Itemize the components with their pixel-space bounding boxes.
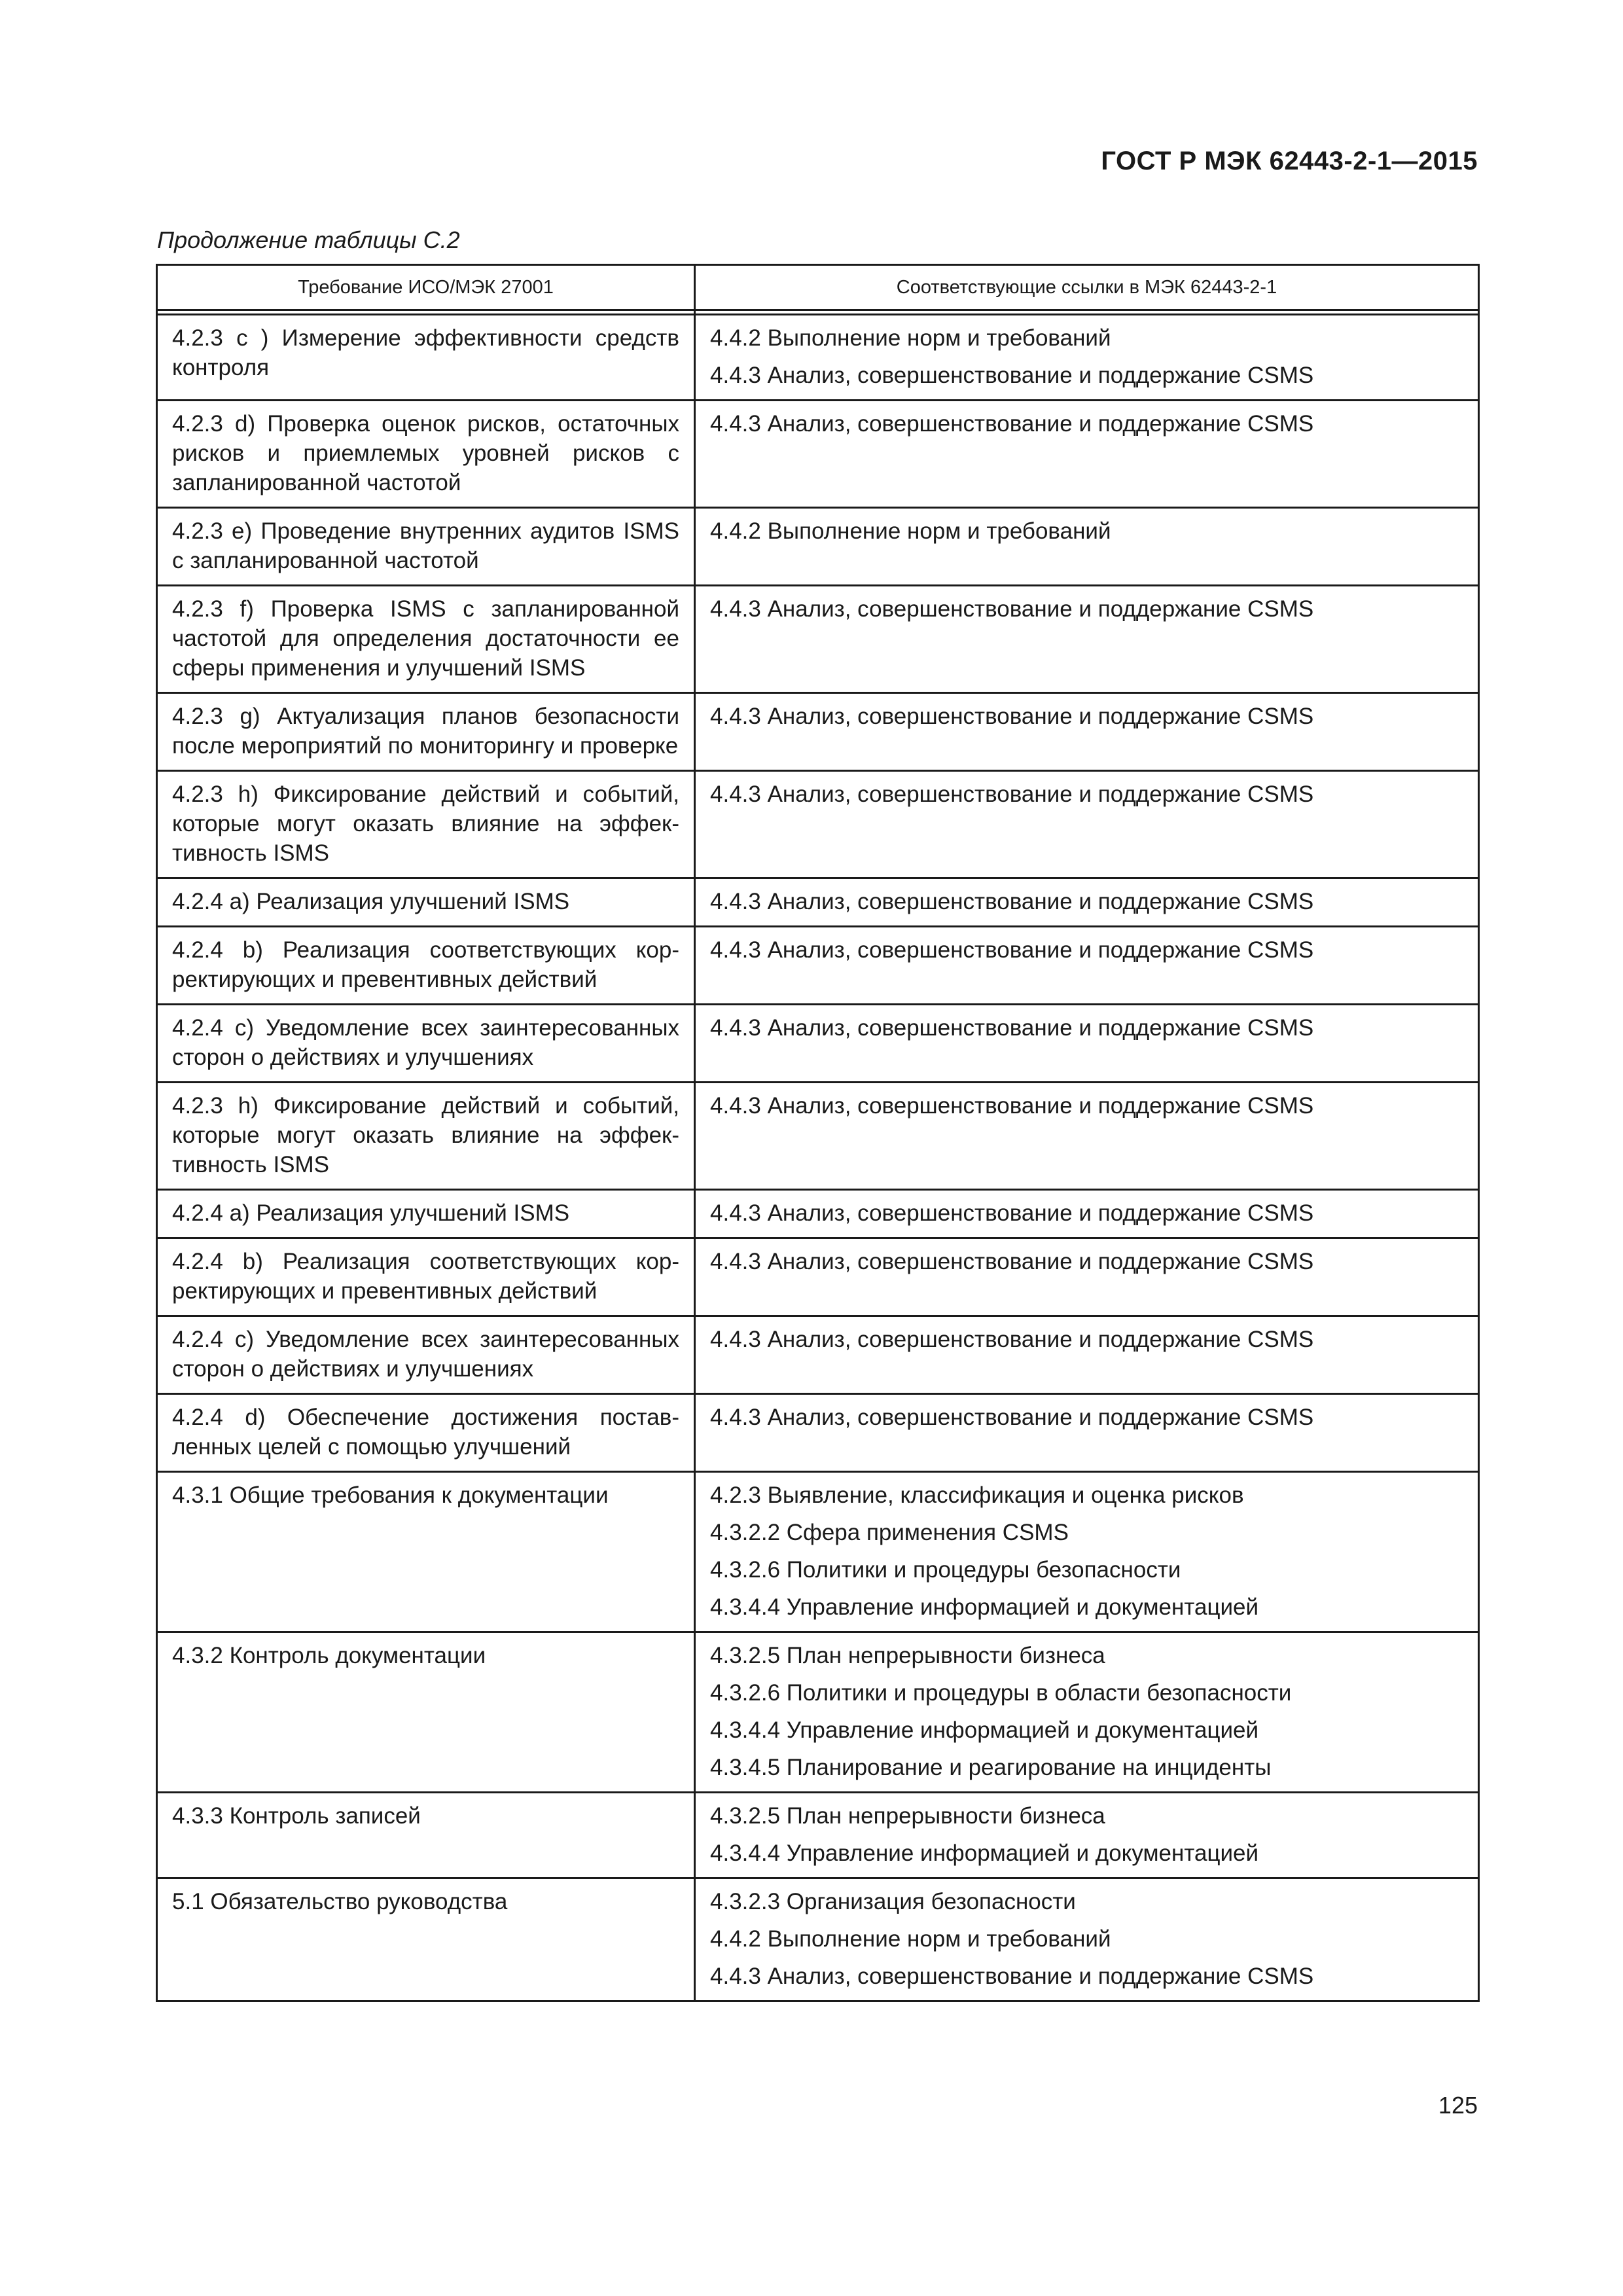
table-row (157, 508, 1479, 586)
iec-reference: 4.4.3 Анализ, совершенствование и поддержание CSMS (710, 1200, 1314, 1226)
table-row (157, 1878, 1479, 2001)
page-number: 125 (1438, 2092, 1478, 2119)
iec-reference: 4.4.3 Анализ, совершенствование и поддержание CSMS (710, 1249, 1314, 1274)
column-header-iec-references: Соответствующие ссылки в МЭК 62443-2-1 (695, 265, 1479, 310)
table-row (157, 1394, 1479, 1472)
iec-reference: 4.4.3 Анализ, совершенствование и поддержание CSMS (710, 1015, 1314, 1041)
iec-reference: 4.3.2.3 Организация безопасности (710, 1889, 1076, 1914)
iec-references-cell (695, 878, 1479, 927)
table-continuation-caption: Продолжение таблицы С.2 (157, 226, 460, 253)
iec-references-cell (695, 315, 1479, 401)
table-row (157, 315, 1479, 401)
iec-references-cell (695, 1394, 1479, 1472)
iso-requirement-cell: 4.2.3 c ) Измерение эффективности средств контроля (157, 315, 695, 401)
iec-reference: 4.4.3 Анализ, совершенствование и поддержание CSMS (710, 1405, 1314, 1430)
iec-reference: 4.4.2 Выполнение норм и требований (710, 1926, 1111, 1952)
document-id: ГОСТ Р МЭК 62443-2-1—2015 (1101, 147, 1478, 175)
iec-reference: 4.4.3 Анализ, совершенствование и поддержание CSMS (710, 1093, 1314, 1119)
iec-references-cell (695, 771, 1479, 878)
table-row (157, 1005, 1479, 1083)
iso-requirement-cell: 5.1 Обязательство руководства (157, 1878, 695, 2001)
iec-references-cell (695, 1793, 1479, 1878)
iec-reference: 4.3.2.6 Политики и процедуры в области безопасности (710, 1680, 1292, 1706)
iec-references-cell (695, 508, 1479, 586)
table-row (157, 586, 1479, 693)
iec-reference: 4.4.3 Анализ, совершенствование и поддержание CSMS (710, 781, 1314, 807)
table-row (157, 878, 1479, 927)
column-header-iso-requirement: Требование ИСО/МЭК 27001 (157, 265, 695, 310)
iso-requirement-cell: 4.2.3 f) Проверка ISMS с запланированной частотой для определения достаточности ее сферы применения и улучшений ISMS (157, 586, 695, 693)
iso-requirement-cell: 4.2.3 d) Проверка оценок рисков, остаточных рисков и приемлемых уровней рисков с запланированной частотой (157, 401, 695, 508)
iec-references-cell (695, 1316, 1479, 1394)
iec-reference: 4.3.4.5 Планирование и реагирование на инциденты (710, 1755, 1272, 1780)
table-row (157, 1083, 1479, 1190)
iso-requirement-cell: 4.2.4 c) Уведомление всех заинтересованных сторон о действиях и улучшениях (157, 1005, 695, 1083)
iso-requirement-cell: 4.2.3 h) Фиксирование действий и событий, которые могут оказать влияние на эффективность ISMS (157, 771, 695, 878)
iec-references-cell (695, 586, 1479, 693)
table-row (157, 693, 1479, 771)
iec-reference: 4.3.2.5 План непрерывности бизнеса (710, 1643, 1105, 1668)
table-row (157, 1190, 1479, 1238)
iec-reference: 4.2.3 Выявление, классификация и оценка рисков (710, 1482, 1244, 1508)
iec-references-cell (695, 927, 1479, 1005)
iso-requirement-cell: 4.3.2 Контроль документации (157, 1632, 695, 1793)
iso-requirement-cell: 4.2.4 b) Реализация соответствующих корректирующих и превентивных действий (157, 1238, 695, 1316)
iec-reference: 4.3.2.6 Политики и процедуры безопасности (710, 1557, 1181, 1583)
table-body (157, 315, 1479, 2001)
iso-requirement-cell: 4.2.3 h) Фиксирование действий и событий, которые могут оказать влияние на эффективность ISMS (157, 1083, 695, 1190)
table-header-row (157, 265, 1479, 310)
header-separator (157, 310, 1479, 315)
table-row (157, 1238, 1479, 1316)
iec-references-cell (695, 1083, 1479, 1190)
table-row (157, 1472, 1479, 1632)
requirements-mapping-table (156, 264, 1480, 2002)
iec-reference: 4.3.4.4 Управление информацией и документацией (710, 1594, 1259, 1620)
iec-reference: 4.3.2.2 Сфера применения CSMS (710, 1520, 1069, 1545)
iec-references-cell (695, 1878, 1479, 2001)
iec-reference: 4.4.3 Анализ, совершенствование и поддержание CSMS (710, 1964, 1314, 1989)
table-row (157, 1793, 1479, 1878)
iec-reference: 4.3.2.5 План непрерывности бизнеса (710, 1803, 1105, 1829)
iso-requirement-cell: 4.2.3 g) Актуализация планов безопасности после мероприятий по мониторингу и проверке (157, 693, 695, 771)
iec-reference: 4.4.3 Анализ, совершенствование и поддержание CSMS (710, 704, 1314, 729)
iec-reference: 4.4.2 Выполнение норм и требований (710, 325, 1111, 351)
iec-references-cell (695, 693, 1479, 771)
iec-references-cell (695, 1005, 1479, 1083)
iec-reference: 4.4.3 Анализ, совершенствование и поддержание CSMS (710, 363, 1314, 388)
iec-reference: 4.3.4.4 Управление информацией и документацией (710, 1717, 1259, 1743)
table-row (157, 1632, 1479, 1793)
table-row (157, 771, 1479, 878)
iso-requirement-cell: 4.3.3 Контроль записей (157, 1793, 695, 1878)
iec-reference: 4.4.3 Анализ, совершенствование и поддержание CSMS (710, 596, 1314, 622)
iec-reference: 4.4.3 Анализ, совершенствование и поддержание CSMS (710, 1327, 1314, 1352)
table-row (157, 927, 1479, 1005)
iec-references-cell (695, 1190, 1479, 1238)
iec-reference: 4.3.4.4 Управление информацией и документацией (710, 1840, 1259, 1866)
iec-references-cell (695, 1472, 1479, 1632)
table-row (157, 1316, 1479, 1394)
iec-reference: 4.4.3 Анализ, совершенствование и поддержание CSMS (710, 937, 1314, 963)
iso-requirement-cell: 4.3.1 Общие требования к документации (157, 1472, 695, 1632)
iso-requirement-cell: 4.2.4 d) Обеспечение достижения поставленных целей с помощью улучшений (157, 1394, 695, 1472)
iec-reference: 4.4.2 Выполнение норм и требований (710, 518, 1111, 544)
iec-references-cell (695, 1238, 1479, 1316)
iec-references-cell (695, 1632, 1479, 1793)
iec-references-cell (695, 401, 1479, 508)
iec-reference: 4.4.3 Анализ, совершенствование и поддержание CSMS (710, 889, 1314, 914)
iso-requirement-cell: 4.2.4 a) Реализация улучшений ISMS (157, 1190, 695, 1238)
iso-requirement-cell: 4.2.4 b) Реализация соответствующих корректирующих и превентивных действий (157, 927, 695, 1005)
iso-requirement-cell: 4.2.3 e) Проведение внутренних аудитов ISMS с запланированной частотой (157, 508, 695, 586)
iso-requirement-cell: 4.2.4 c) Уведомление всех заинтересованных сторон о действиях и улучшениях (157, 1316, 695, 1394)
iec-reference: 4.4.3 Анализ, совершенствование и поддержание CSMS (710, 411, 1314, 437)
iso-requirement-cell: 4.2.4 a) Реализация улучшений ISMS (157, 878, 695, 927)
table-row (157, 401, 1479, 508)
